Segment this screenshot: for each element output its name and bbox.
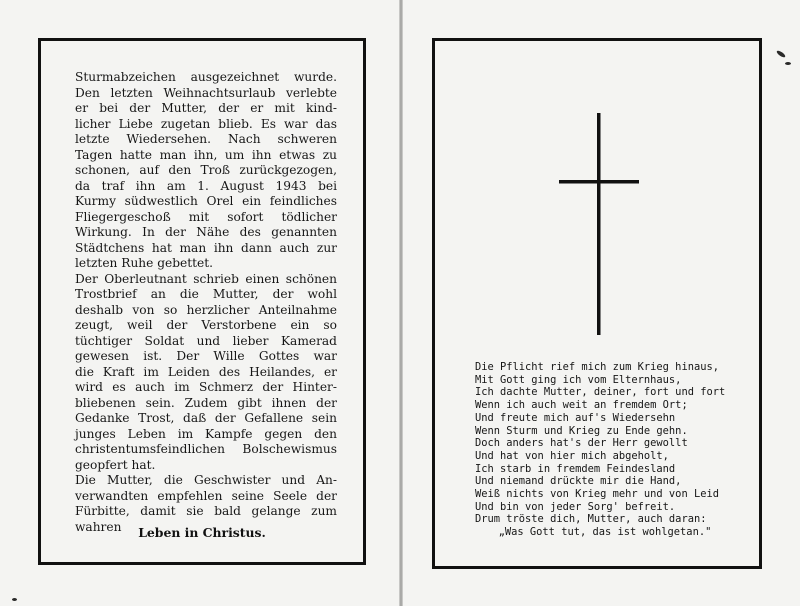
- text-line: Fliegergeschoß mit sofort tödlicher: [75, 209, 337, 224]
- text-line: wahren: [75, 519, 122, 534]
- text-line: Kurmy südwestlich Orel ein feindliches: [75, 194, 337, 208]
- text-line: licher Liebe zugetan blieb. Es war das: [75, 116, 337, 131]
- poem-line: Ich dachte Mutter, deiner, fort und fort: [475, 386, 726, 399]
- obituary-text: [75, 70, 337, 535]
- poem-line: Und freute mich auf's Wiedersehn: [475, 411, 676, 424]
- text-line: zeugt, weil der Verstorbene ein so: [75, 318, 337, 332]
- poem-line: Und niemand drückte mir die Hand,: [475, 475, 682, 488]
- scan-speck: [785, 62, 791, 65]
- text-line: Der Oberleutnant schrieb einen schönen: [75, 271, 337, 286]
- poem-line: Die Pflicht rief mich zum Krieg hinaus,: [475, 361, 719, 373]
- cross-icon: [559, 113, 639, 335]
- text-line: letzten Ruhe gebettet.: [75, 256, 214, 270]
- scan-speck: [776, 49, 786, 58]
- poem-line: Weiß nichts von Krieg mehr und von Leid: [475, 488, 719, 501]
- text-line: geopfert hat.: [75, 457, 156, 472]
- text-line: bliebenen sein. Zudem gibt ihnen der: [75, 395, 337, 410]
- text-line: tüchtiger Soldat und lieber Kamerad: [75, 333, 337, 348]
- scan-speck: [12, 598, 17, 601]
- poem-line: Wenn ich auch weit an fremdem Ort;: [475, 399, 688, 412]
- poem-line: Mit Gott ging ich vom Elternhaus,: [475, 373, 682, 386]
- poem-line: Und bin von jeder Sorg' befreit.: [475, 500, 676, 513]
- text-line: letzte Wiedersehen. Nach schweren: [75, 132, 337, 146]
- closing-phrase: Leben in Christus.: [138, 525, 266, 540]
- text-line: deshalb von so herzlicher Anteilnahme: [75, 302, 337, 317]
- left-page-frame: [38, 38, 366, 565]
- text-line: schonen, auf den Troß zurückgezogen,: [75, 163, 337, 177]
- text-line: Fürbitte, damit sie bald gelange zum: [75, 504, 337, 518]
- text-line: da traf ihn am 1. August 1943 bei: [75, 178, 337, 193]
- text-line: Tagen hatte man ihn, um ihn etwas zu: [75, 147, 337, 162]
- memorial-poem: [475, 361, 735, 539]
- right-page-frame: [432, 38, 762, 569]
- text-line: Wirkung. In der Nähe des genannten: [75, 225, 337, 239]
- poem-line: Wenn Sturm und Krieg zu Ende gehn.: [475, 424, 688, 437]
- text-line: Die Mutter, die Geschwister und An-: [75, 473, 337, 487]
- center-fold: [399, 0, 403, 606]
- text-line: Trostbrief an die Mutter, der wohl: [75, 287, 337, 301]
- poem-line: Und hat von hier mich abgeholt,: [475, 449, 669, 462]
- poem-line: Drum tröste dich, Mutter, auch daran:: [475, 513, 707, 526]
- text-line: Gedanke Trost, daß der Gefallene sein: [75, 411, 337, 425]
- poem-line: Doch anders hat's der Herr gewollt: [475, 437, 688, 450]
- text-line: Sturmabzeichen ausgezeichnet wurde.: [75, 70, 337, 84]
- text-line: gewesen ist. Der Wille Gottes war: [75, 349, 337, 363]
- text-line: junges Leben im Kampfe gegen den: [75, 426, 337, 441]
- poem-line: „Was Gott tut, das ist wohlgetan.": [498, 526, 712, 539]
- text-line: verwandten empfehlen seine Seele der: [75, 488, 337, 503]
- text-line: wird es auch im Schmerz der Hinter-: [75, 380, 337, 394]
- poem-line: Ich starb in fremdem Feindesland: [475, 462, 676, 475]
- text-line: er bei der Mutter, der er mit kind-: [75, 101, 337, 115]
- text-line: Den letzten Weihnachtsurlaub verlebte: [75, 85, 337, 100]
- text-line: Städtchens hat man ihn dann auch zur: [75, 240, 337, 255]
- text-line: christentumsfeindlichen Bolschewismus: [75, 442, 337, 456]
- text-line: die Kraft im Leiden des Heilandes, er: [75, 364, 337, 379]
